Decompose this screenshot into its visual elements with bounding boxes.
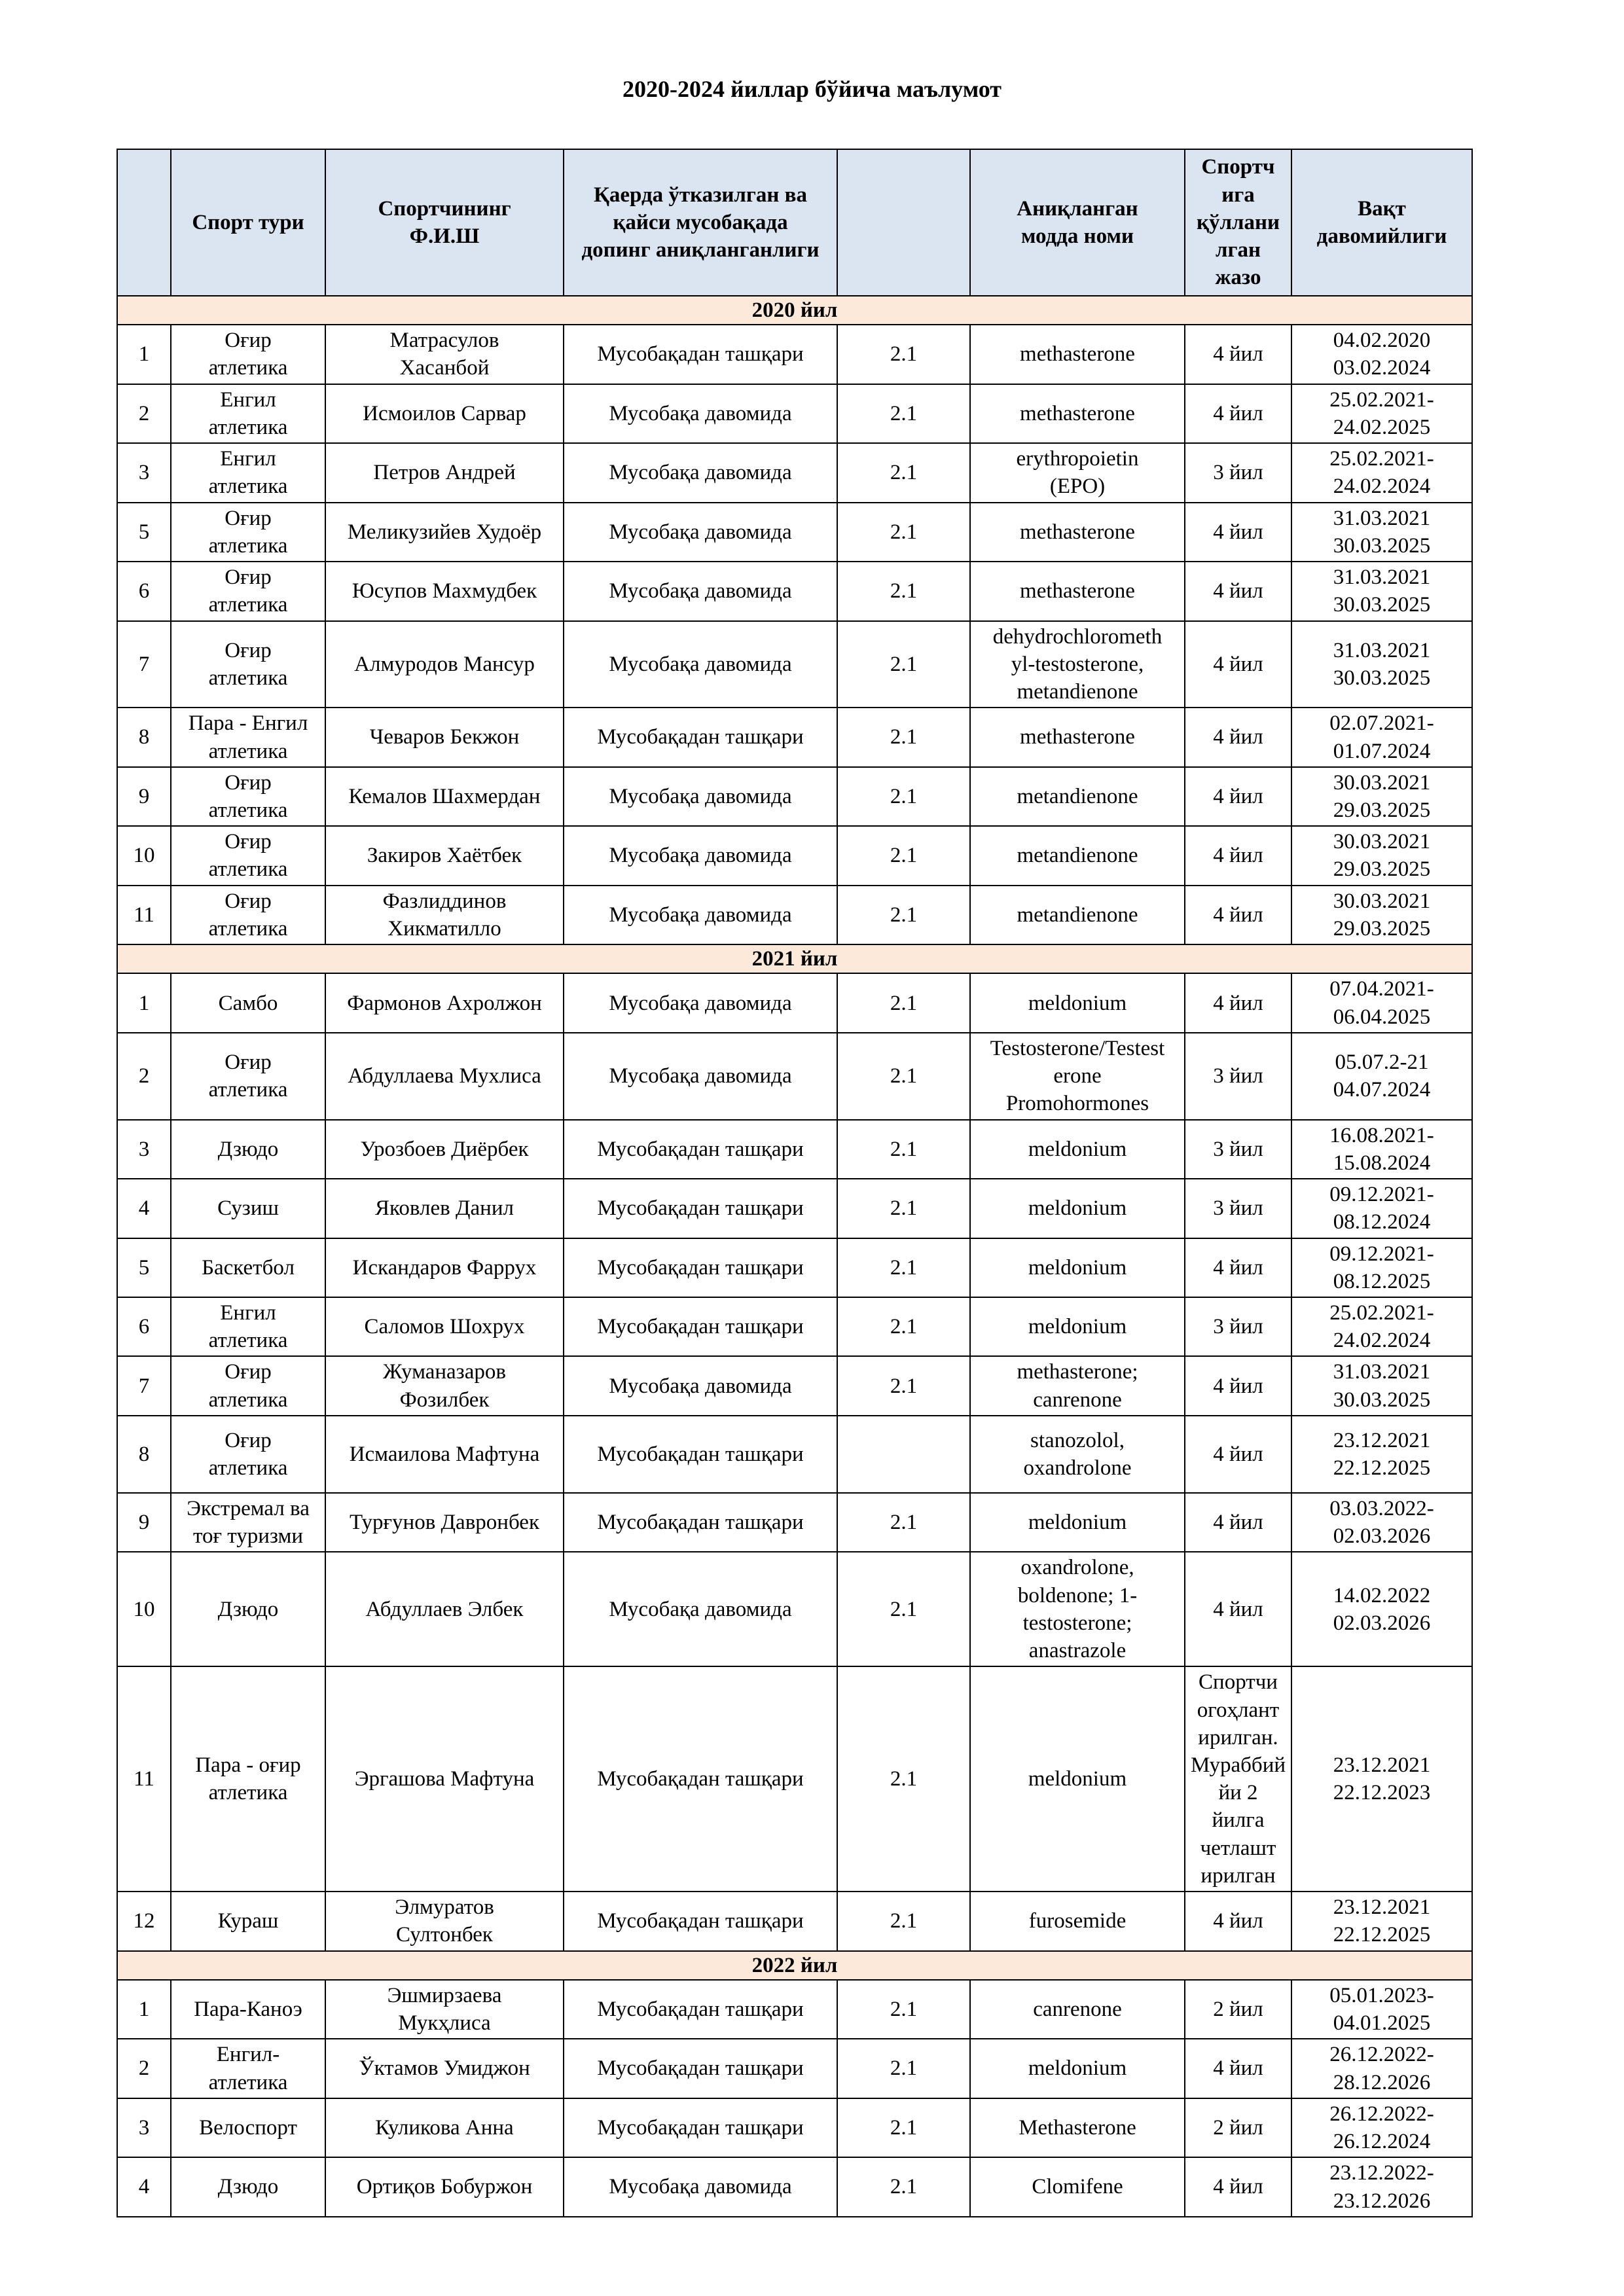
code-cell: 2.1 [837, 325, 970, 384]
row-number-cell: 5 [117, 503, 171, 562]
row-number-cell: 1 [117, 973, 171, 1032]
period-cell: 02.07.2021- 01.07.2024 [1291, 708, 1472, 766]
penalty-cell: 4 йил [1185, 2157, 1291, 2216]
penalty-cell: 4 йил [1185, 1356, 1291, 1415]
sport-type-cell: Пара-Каноэ [171, 1980, 325, 2039]
athlete-name-cell: Петров Андрей [325, 443, 564, 502]
table-row [117, 1666, 1472, 1892]
table-row [117, 886, 1472, 944]
sport-type-cell: Оғир атлетика [171, 503, 325, 562]
sport-type-cell: Пара - оғир атлетика [171, 1666, 325, 1892]
athlete-name-cell: Алмуродов Мансур [325, 621, 564, 708]
row-number-cell: 7 [117, 1356, 171, 1415]
athlete-name-cell: Фазлиддинов Хикматилло [325, 886, 564, 944]
substance-cell: meldonium [970, 1120, 1185, 1179]
code-cell: 2.1 [837, 384, 970, 443]
test-location-cell: Мусобақадан ташқари [564, 325, 837, 384]
penalty-cell: 4 йил [1185, 621, 1291, 708]
substance-cell: furosemide [970, 1892, 1185, 1950]
athlete-name-cell: Эргашова Мафтуна [325, 1666, 564, 1892]
row-number-cell: 3 [117, 443, 171, 502]
athlete-name-cell: Меликузийев Худоёр [325, 503, 564, 562]
substance-cell: meldonium [970, 1493, 1185, 1552]
test-location-cell: Мусобақадан ташқари [564, 1120, 837, 1179]
period-cell: 07.04.2021- 06.04.2025 [1291, 973, 1472, 1032]
table-row [117, 2098, 1472, 2157]
substance-cell: methasterone [970, 503, 1185, 562]
period-cell: 30.03.2021 29.03.2025 [1291, 826, 1472, 885]
sport-type-cell: Оғир атлетика [171, 562, 325, 620]
code-cell: 2.1 [837, 1238, 970, 1297]
row-number-cell: 11 [117, 1666, 171, 1892]
athlete-name-cell: Кемалов Шахмердан [325, 767, 564, 826]
penalty-cell: 4 йил [1185, 973, 1291, 1032]
substance-cell: methasterone [970, 384, 1185, 443]
row-number-cell: 1 [117, 1980, 171, 2039]
table-row [117, 826, 1472, 885]
header-sport: Спорт тури [171, 149, 325, 296]
athlete-name-cell: Юсупов Махмудбек [325, 562, 564, 620]
period-cell: 31.03.2021 30.03.2025 [1291, 503, 1472, 562]
table-row [117, 1120, 1472, 1179]
substance-cell: Clomifene [970, 2157, 1185, 2216]
table-row [117, 1238, 1472, 1297]
athlete-name-cell: Яковлев Данил [325, 1179, 564, 1238]
sport-type-cell: Дзюдо [171, 2157, 325, 2216]
code-cell: 2.1 [837, 2098, 970, 2157]
penalty-cell: 4 йил [1185, 1416, 1291, 1493]
penalty-cell: 2 йил [1185, 2098, 1291, 2157]
period-cell: 23.12.2021 22.12.2025 [1291, 1892, 1472, 1950]
substance-cell: oxandrolone, boldenone; 1- testosterone; anastrazole [970, 1552, 1185, 1666]
period-cell: 04.02.2020 03.02.2024 [1291, 325, 1472, 384]
athlete-name-cell: Исмаилова Мафтуна [325, 1416, 564, 1493]
substance-cell: meldonium [970, 1297, 1185, 1356]
sport-type-cell: Дзюдо [171, 1120, 325, 1179]
substance-cell: methasterone [970, 325, 1185, 384]
athlete-name-cell: Фармонов Ахролжон [325, 973, 564, 1032]
athlete-name-cell: Абдуллаева Мухлиса [325, 1033, 564, 1120]
athlete-name-cell: Исмоилов Сарвар [325, 384, 564, 443]
sport-type-cell: Оғир атлетика [171, 1356, 325, 1415]
period-cell: 23.12.2021 22.12.2025 [1291, 1416, 1472, 1493]
period-cell: 30.03.2021 29.03.2025 [1291, 886, 1472, 944]
period-cell: 16.08.2021- 15.08.2024 [1291, 1120, 1472, 1179]
period-cell: 09.12.2021- 08.12.2025 [1291, 1238, 1472, 1297]
test-location-cell: Мусобақа давомида [564, 384, 837, 443]
table-row [117, 621, 1472, 708]
substance-cell: stanozolol, oxandrolone [970, 1416, 1185, 1493]
sport-type-cell: Кураш [171, 1892, 325, 1950]
test-location-cell: Мусобақадан ташқари [564, 2098, 837, 2157]
penalty-cell: 4 йил [1185, 826, 1291, 885]
code-cell: 2.1 [837, 767, 970, 826]
table-row [117, 2157, 1472, 2216]
substance-cell: erythropoietin (EPO) [970, 443, 1185, 502]
code-cell: 2.1 [837, 1892, 970, 1950]
test-location-cell: Мусобақадан ташқари [564, 1179, 837, 1238]
table-row [117, 1179, 1472, 1238]
code-cell: 2.1 [837, 503, 970, 562]
code-cell: 2.1 [837, 1980, 970, 2039]
sport-type-cell: Оғир атлетика [171, 1033, 325, 1120]
sport-type-cell: Енгил- атлетика [171, 2039, 325, 2098]
header-code [837, 149, 970, 296]
code-cell: 2.1 [837, 2039, 970, 2098]
athlete-name-cell: Турғунов Давронбек [325, 1493, 564, 1552]
table-row [117, 708, 1472, 766]
sport-type-cell: Баскетбол [171, 1238, 325, 1297]
header-penalty: Спортч ига қўллани лган жазо [1185, 149, 1291, 296]
sport-type-cell: Оғир атлетика [171, 621, 325, 708]
row-number-cell: 11 [117, 886, 171, 944]
header-where: Қаерда ўтказилган ва қайси мусобақада допинг аниқланганлиги [564, 149, 837, 296]
table-row [117, 767, 1472, 826]
row-number-cell: 8 [117, 1416, 171, 1493]
penalty-cell: 4 йил [1185, 503, 1291, 562]
substance-cell: methasterone [970, 708, 1185, 766]
penalty-cell: Спортчи огоҳлант ирилган. Мураббий йи 2 йилга четлашт ирилган [1185, 1666, 1291, 1892]
period-cell: 25.02.2021- 24.02.2024 [1291, 443, 1472, 502]
substance-cell: metandienone [970, 826, 1185, 885]
sport-type-cell: Самбо [171, 973, 325, 1032]
row-number-cell: 10 [117, 826, 171, 885]
test-location-cell: Мусобақа давомида [564, 826, 837, 885]
substance-cell: meldonium [970, 1666, 1185, 1892]
row-number-cell: 8 [117, 708, 171, 766]
substance-cell: meldonium [970, 973, 1185, 1032]
table-row [117, 2039, 1472, 2098]
penalty-cell: 4 йил [1185, 2039, 1291, 2098]
test-location-cell: Мусобақа давомида [564, 1033, 837, 1120]
period-cell: 14.02.2022 02.03.2026 [1291, 1552, 1472, 1666]
table-row [117, 1297, 1472, 1356]
athlete-name-cell: Чеваров Бекжон [325, 708, 564, 766]
year-label: 2020 йил [117, 296, 1472, 325]
substance-cell: metandienone [970, 767, 1185, 826]
row-number-cell: 5 [117, 1238, 171, 1297]
test-location-cell: Мусобақа давомида [564, 973, 837, 1032]
penalty-cell: 3 йил [1185, 1033, 1291, 1120]
period-cell: 31.03.2021 30.03.2025 [1291, 562, 1472, 620]
substance-cell: methasterone; canrenone [970, 1356, 1185, 1415]
row-number-cell: 3 [117, 1120, 171, 1179]
table-row [117, 325, 1472, 384]
sport-type-cell: Енгил атлетика [171, 384, 325, 443]
test-location-cell: Мусобақа давомида [564, 886, 837, 944]
row-number-cell: 6 [117, 562, 171, 620]
row-number-cell: 12 [117, 1892, 171, 1950]
year-section-row [117, 944, 1472, 973]
period-cell: 26.12.2022- 28.12.2026 [1291, 2039, 1472, 2098]
sport-type-cell: Оғир атлетика [171, 767, 325, 826]
athlete-name-cell: Искандаров Фаррух [325, 1238, 564, 1297]
substance-cell: dehydrochlorometh yl-testosterone, metandienone [970, 621, 1185, 708]
penalty-cell: 4 йил [1185, 708, 1291, 766]
sport-type-cell: Дзюдо [171, 1552, 325, 1666]
code-cell: 2.1 [837, 621, 970, 708]
year-label: 2022 йил [117, 1951, 1472, 1980]
test-location-cell: Мусобақа давомида [564, 1356, 837, 1415]
sport-type-cell: Оғир атлетика [171, 826, 325, 885]
period-cell: 26.12.2022- 26.12.2024 [1291, 2098, 1472, 2157]
row-number-cell: 2 [117, 2039, 171, 2098]
sport-type-cell: Енгил атлетика [171, 443, 325, 502]
test-location-cell: Мусобақадан ташқари [564, 2039, 837, 2098]
athlete-name-cell: Эшмирзаева Мукҳлиса [325, 1980, 564, 2039]
substance-cell: metandienone [970, 886, 1185, 944]
table-header [117, 149, 1472, 296]
table-row [117, 1892, 1472, 1950]
table-row [117, 1416, 1472, 1493]
code-cell: 2.1 [837, 1666, 970, 1892]
athlete-name-cell: Урозбоев Диёрбек [325, 1120, 564, 1179]
athlete-name-cell: Жуманазаров Фозилбек [325, 1356, 564, 1415]
year-section-row [117, 296, 1472, 325]
code-cell: 2.1 [837, 1356, 970, 1415]
test-location-cell: Мусобақадан ташқари [564, 1892, 837, 1950]
row-number-cell: 9 [117, 1493, 171, 1552]
test-location-cell: Мусобақа давомида [564, 767, 837, 826]
test-location-cell: Мусобақадан ташқари [564, 1666, 837, 1892]
athlete-name-cell: Матрасулов Хасанбой [325, 325, 564, 384]
code-cell [837, 1416, 970, 1493]
period-cell: 31.03.2021 30.03.2025 [1291, 1356, 1472, 1415]
substance-cell: meldonium [970, 2039, 1185, 2098]
year-label: 2021 йил [117, 944, 1472, 973]
test-location-cell: Мусобақа давомида [564, 443, 837, 502]
sport-type-cell: Енгил атлетика [171, 1297, 325, 1356]
period-cell: 23.12.2021 22.12.2023 [1291, 1666, 1472, 1892]
test-location-cell: Мусобақа давомида [564, 2157, 837, 2216]
substance-cell: meldonium [970, 1238, 1185, 1297]
penalty-cell: 4 йил [1185, 1238, 1291, 1297]
code-cell: 2.1 [837, 443, 970, 502]
substance-cell: canrenone [970, 1980, 1185, 2039]
code-cell: 2.1 [837, 1033, 970, 1120]
table-row [117, 384, 1472, 443]
period-cell: 23.12.2022- 23.12.2026 [1291, 2157, 1472, 2216]
row-number-cell: 4 [117, 1179, 171, 1238]
test-location-cell: Мусобақадан ташқари [564, 1980, 837, 2039]
row-number-cell: 4 [117, 2157, 171, 2216]
row-number-cell: 9 [117, 767, 171, 826]
substance-cell: Testosterone/Testest erone Promohormones [970, 1033, 1185, 1120]
header-period: Вақт давомийлиги [1291, 149, 1472, 296]
penalty-cell: 4 йил [1185, 1493, 1291, 1552]
row-number-cell: 7 [117, 621, 171, 708]
test-location-cell: Мусобақа давомида [564, 562, 837, 620]
code-cell: 2.1 [837, 562, 970, 620]
sport-type-cell: Сузиш [171, 1179, 325, 1238]
sport-type-cell: Оғир атлетика [171, 1416, 325, 1493]
table-row [117, 443, 1472, 502]
doping-table [117, 149, 1473, 2217]
code-cell: 2.1 [837, 973, 970, 1032]
sport-type-cell: Оғир атлетика [171, 886, 325, 944]
test-location-cell: Мусобақадан ташқари [564, 1416, 837, 1493]
row-number-cell: 10 [117, 1552, 171, 1666]
table-row [117, 973, 1472, 1032]
row-number-cell: 3 [117, 2098, 171, 2157]
penalty-cell: 4 йил [1185, 1552, 1291, 1666]
header-athlete: Спортчининг Ф.И.Ш [325, 149, 564, 296]
code-cell: 2.1 [837, 1552, 970, 1666]
substance-cell: methasterone [970, 562, 1185, 620]
period-cell: 30.03.2021 29.03.2025 [1291, 767, 1472, 826]
penalty-cell: 4 йил [1185, 325, 1291, 384]
sport-type-cell: Экстремал ва тоғ туризми [171, 1493, 325, 1552]
code-cell: 2.1 [837, 826, 970, 885]
penalty-cell: 4 йил [1185, 384, 1291, 443]
code-cell: 2.1 [837, 886, 970, 944]
sport-type-cell: Пара - Енгил атлетика [171, 708, 325, 766]
table-row [117, 503, 1472, 562]
period-cell: 05.01.2023- 04.01.2025 [1291, 1980, 1472, 2039]
penalty-cell: 4 йил [1185, 767, 1291, 826]
athlete-name-cell: Куликова Анна [325, 2098, 564, 2157]
code-cell: 2.1 [837, 708, 970, 766]
sport-type-cell: Оғир атлетика [171, 325, 325, 384]
test-location-cell: Мусобақадан ташқари [564, 1238, 837, 1297]
athlete-name-cell: Абдуллаев Элбек [325, 1552, 564, 1666]
athlete-name-cell: Закиров Хаётбек [325, 826, 564, 885]
test-location-cell: Мусобақадан ташқари [564, 1493, 837, 1552]
code-cell: 2.1 [837, 1120, 970, 1179]
athlete-name-cell: Ортиқов Бобуржон [325, 2157, 564, 2216]
penalty-cell: 3 йил [1185, 1179, 1291, 1238]
sport-type-cell: Велоспорт [171, 2098, 325, 2157]
test-location-cell: Мусобақадан ташқари [564, 708, 837, 766]
header-substance: Аниқланган модда номи [970, 149, 1185, 296]
test-location-cell: Мусобақа давомида [564, 621, 837, 708]
penalty-cell: 3 йил [1185, 1120, 1291, 1179]
code-cell: 2.1 [837, 1179, 970, 1238]
table-row [117, 562, 1472, 620]
table-row [117, 1552, 1472, 1666]
test-location-cell: Мусобақадан ташқари [564, 1297, 837, 1356]
penalty-cell: 4 йил [1185, 1892, 1291, 1950]
code-cell: 2.1 [837, 1297, 970, 1356]
substance-cell: meldonium [970, 1179, 1185, 1238]
period-cell: 25.02.2021- 24.02.2025 [1291, 384, 1472, 443]
athlete-name-cell: Саломов Шохрух [325, 1297, 564, 1356]
athlete-name-cell: Ўктамов Умиджон [325, 2039, 564, 2098]
period-cell: 25.02.2021- 24.02.2024 [1291, 1297, 1472, 1356]
document-title: 2020-2024 йиллар бўйича маълумот [623, 76, 1001, 102]
period-cell: 05.07.2-21 04.07.2024 [1291, 1033, 1472, 1120]
row-number-cell: 6 [117, 1297, 171, 1356]
table-row [117, 1980, 1472, 2039]
row-number-cell: 1 [117, 325, 171, 384]
header-number [117, 149, 171, 296]
period-cell: 03.03.2022- 02.03.2026 [1291, 1493, 1472, 1552]
row-number-cell: 2 [117, 384, 171, 443]
athlete-name-cell: Элмуратов Султонбек [325, 1892, 564, 1950]
penalty-cell: 2 йил [1185, 1980, 1291, 2039]
test-location-cell: Мусобақа давомида [564, 1552, 837, 1666]
code-cell: 2.1 [837, 2157, 970, 2216]
penalty-cell: 4 йил [1185, 886, 1291, 944]
table-row [117, 1493, 1472, 1552]
penalty-cell: 4 йил [1185, 562, 1291, 620]
penalty-cell: 3 йил [1185, 443, 1291, 502]
year-section-row [117, 1951, 1472, 1980]
table-body [117, 296, 1472, 2217]
penalty-cell: 3 йил [1185, 1297, 1291, 1356]
table-row [117, 1356, 1472, 1415]
code-cell: 2.1 [837, 1493, 970, 1552]
row-number-cell: 2 [117, 1033, 171, 1120]
period-cell: 31.03.2021 30.03.2025 [1291, 621, 1472, 708]
period-cell: 09.12.2021- 08.12.2024 [1291, 1179, 1472, 1238]
substance-cell: Methasterone [970, 2098, 1185, 2157]
test-location-cell: Мусобақа давомида [564, 503, 837, 562]
table-row [117, 1033, 1472, 1120]
